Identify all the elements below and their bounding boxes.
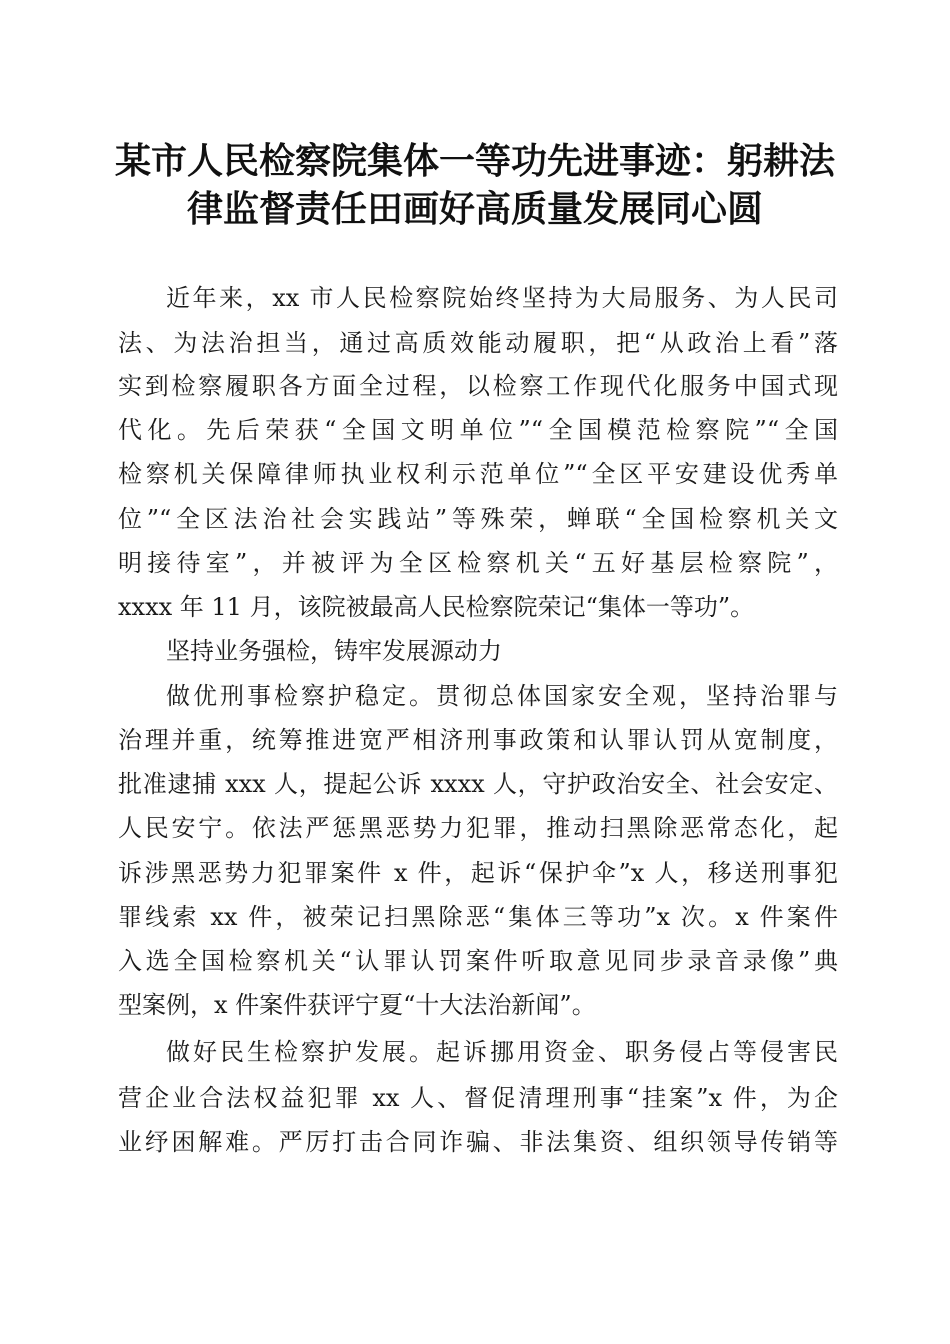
paragraph-line: 明接待室”，并被评为全区检察机关“五好基层检察院”， [118, 549, 838, 577]
paragraph-line: 营企业合法权益犯罪 xx 人、督促清理刑事“挂案”x 件，为企 [118, 1084, 838, 1112]
paragraph-line: 实到检察履职各方面全过程，以检察工作现代化服务中国式现 [118, 372, 838, 400]
paragraph-line: 法、为法治担当，通过高质效能动履职，把“从政治上看”落 [118, 329, 838, 357]
document-title-line-2: 律监督责任田画好高质量发展同心圆 [186, 188, 763, 230]
paragraph-line: 型案例，x 件案件获评宁夏“十大法治新闻”。 [118, 991, 596, 1019]
paragraph-line: 业纾困解难。严厉打击合同诈骗、非法集资、组织领导传销等 [118, 1128, 838, 1156]
paragraph-line: 诉涉黑恶势力犯罪案件 x 件，起诉“保护伞”x 人，移送刑事犯 [118, 859, 838, 887]
paragraph-line: 治理并重，统筹推进宽严相济刑事政策和认罪认罚从宽制度， [118, 726, 838, 754]
section-heading: 坚持业务强检，铸牢发展源动力 [166, 637, 502, 665]
paragraph-line: 代化。先后荣获“全国文明单位”“全国模范检察院”“全国 [118, 416, 838, 444]
paragraph-line: xxxx 年 11 月，该院被最高人民检察院荣记“集体一等功”。 [118, 593, 755, 621]
paragraph-line: 检察机关保障律师执业权利示范单位”“全区平安建设优秀单 [118, 460, 838, 488]
paragraph-line: 做优刑事检察护稳定。贯彻总体国家安全观，坚持治罪与 [166, 682, 838, 710]
paragraph-line: 批准逮捕 xxx 人，提起公诉 xxxx 人，守护政治安全、社会安定、 [118, 770, 838, 798]
paragraph-line: 做好民生检察护发展。起诉挪用资金、职务侵占等侵害民 [166, 1038, 838, 1066]
paragraph-line: 入选全国检察机关“认罪认罚案件听取意见同步录音录像”典 [118, 947, 838, 975]
document-title-line-1: 某市人民检察院集体一等功先进事迹：躬耕法 [114, 140, 835, 182]
paragraph-line: 位”“全区法治社会实践站”等殊荣，蝉联“全国检察机关文 [118, 505, 838, 533]
paragraph-line: 人民安宁。依法严惩黑恶势力犯罪，推动扫黑除恶常态化，起 [118, 814, 838, 842]
paragraph-line: 近年来，xx 市人民检察院始终坚持为大局服务、为人民司 [166, 284, 838, 312]
paragraph-line: 罪线索 xx 件，被荣记扫黑除恶“集体三等功”x 次。x 件案件 [118, 903, 838, 931]
